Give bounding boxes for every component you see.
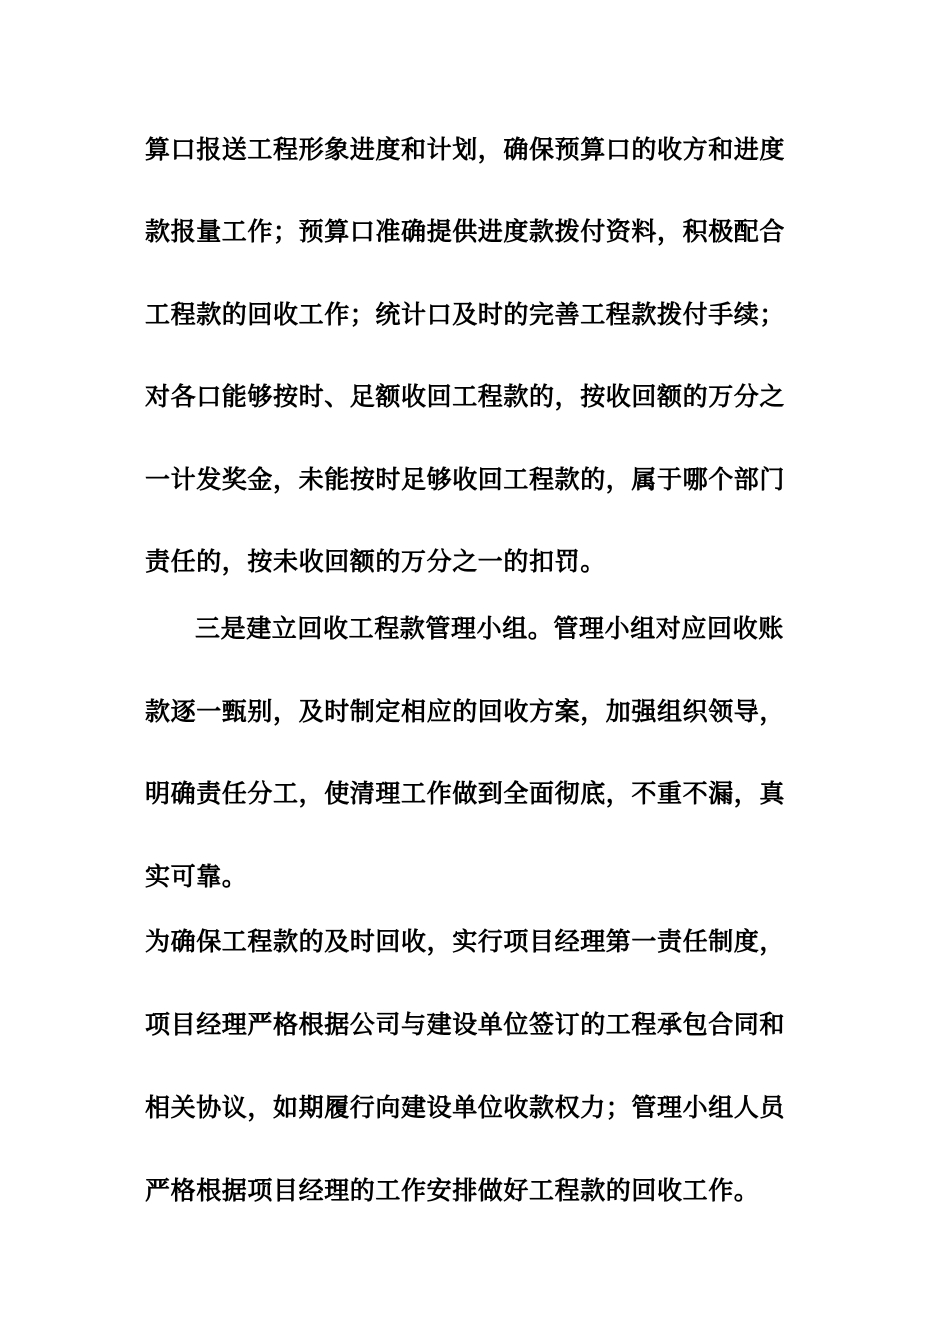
text-line: 明确责任分工，使清理工作做到全面彻底，不重不漏，真 xyxy=(145,779,786,808)
text-line: 相关协议，如期履行向建设单位收款权力；管理小组人员 xyxy=(145,1093,786,1122)
text-line: 款逐一甄别，及时制定相应的回收方案，加强组织领导， xyxy=(145,697,786,726)
text-line: 对各口能够按时、足额收回工程款的，按收回额的万分之 xyxy=(145,382,786,411)
paragraph-first-line: 为确保工程款的及时回收，实行项目经理第一责任制度， xyxy=(145,927,786,956)
text-line: 一计发奖金，未能按时足够收回工程款的，属于哪个部门 xyxy=(145,465,786,494)
text-line: 严格根据项目经理的工作安排做好工程款的回收工作。 xyxy=(145,1176,760,1205)
text-line: 实可靠。 xyxy=(145,862,248,891)
paragraph-first-line: 三是建立回收工程款管理小组。管理小组对应回收账 xyxy=(195,614,784,643)
text-line: 项目经理严格根据公司与建设单位签订的工程承包合同和 xyxy=(145,1010,786,1039)
text-line: 款报量工作；预算口准确提供进度款拨付资料，积极配合 xyxy=(145,217,786,246)
text-line: 算口报送工程形象进度和计划，确保预算口的收方和进度 xyxy=(145,135,786,164)
text-line: 责任的，按未收回额的万分之一的扣罚。 xyxy=(145,547,606,576)
text-line: 工程款的回收工作；统计口及时的完善工程款拨付手续； xyxy=(145,300,786,329)
